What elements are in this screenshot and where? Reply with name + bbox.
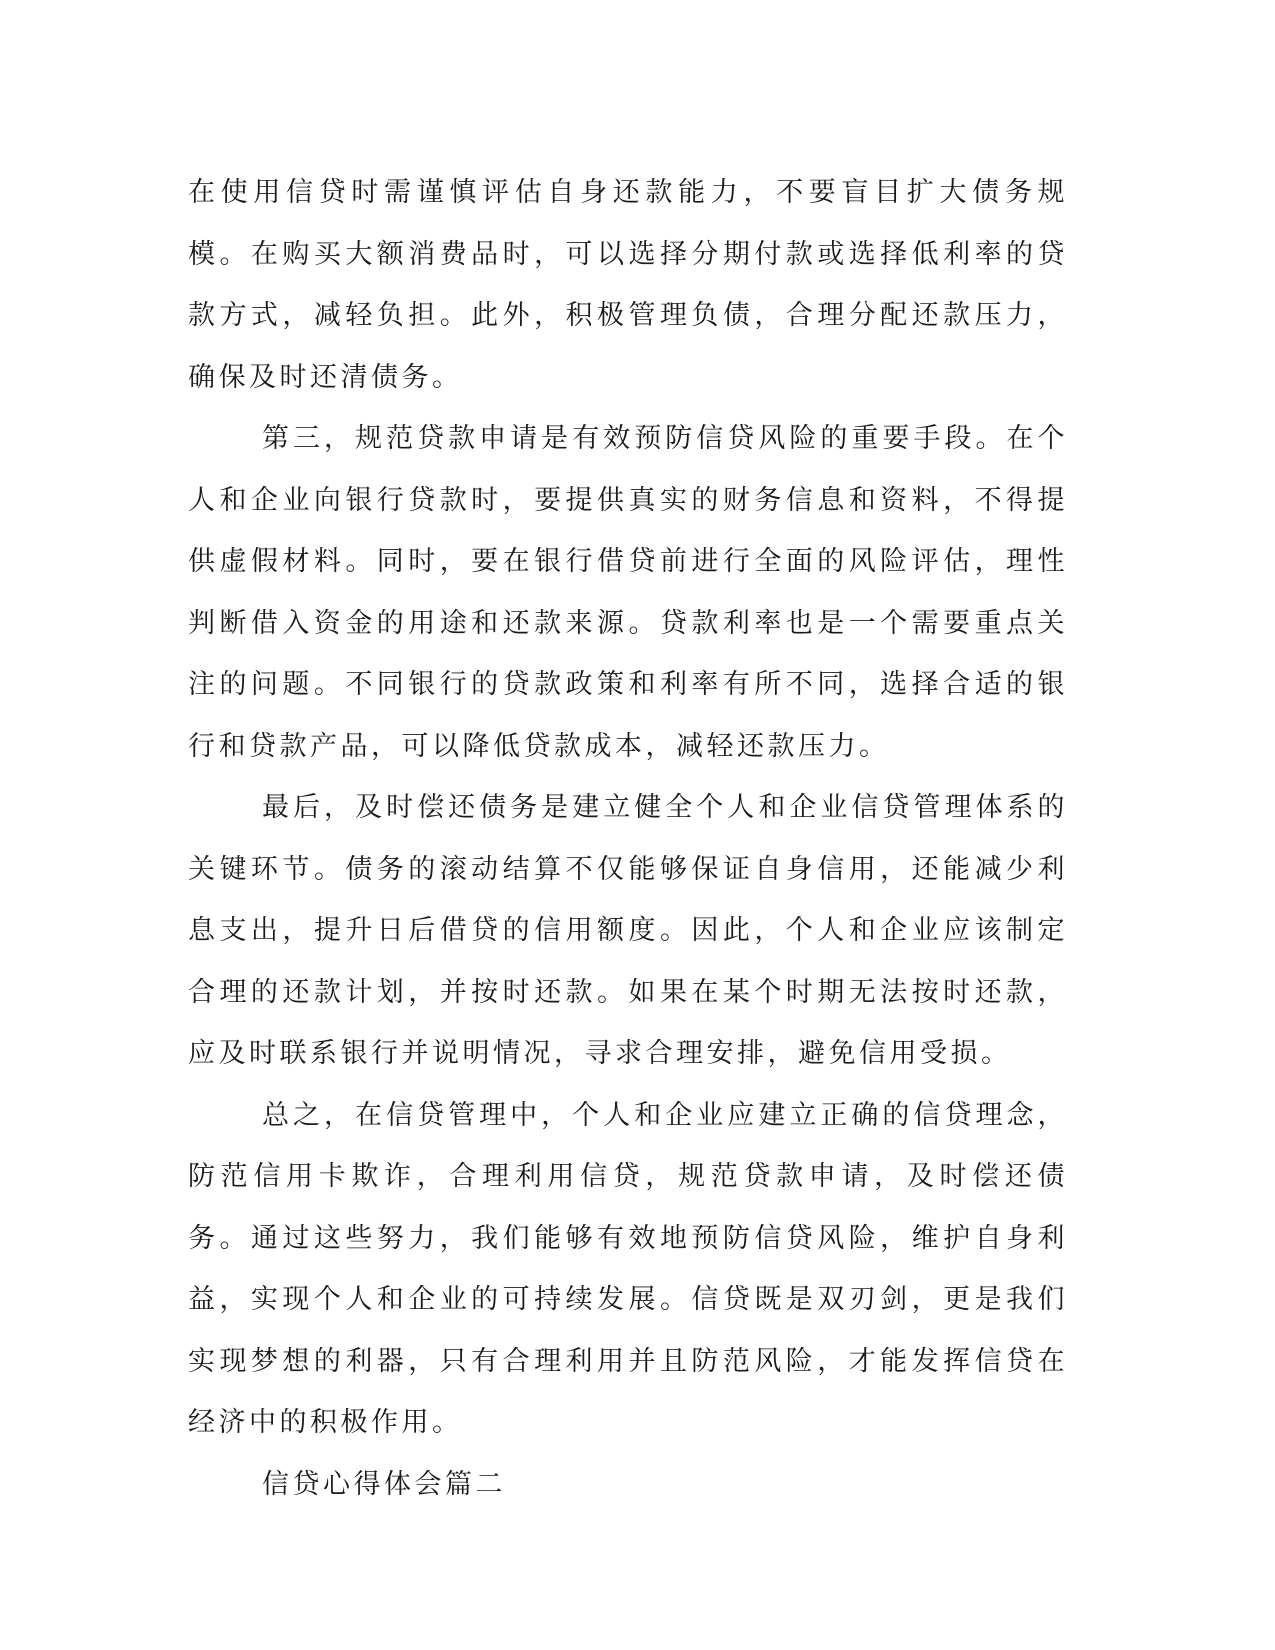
paragraph-1: 在使用信贷时需谨慎评估自身还款能力，不要盲目扩大债务规模。在购买大额消费品时，可以选择分期付款或选择低利率的贷款方式，减轻负担。此外，积极管理负债，合理分配还款压力，确保及时还清债务。 — [188, 177, 1068, 393]
paragraph-2: 第三，规范贷款申请是有效预防信贷风险的重要手段。在个人和企业向银行贷款时，要提供真实的财务信息和资料，不得提供虚假材料。同时，要在银行借贷前进行全面的风险评估，理性判断借入资金的用途和还款来源。贷款利率也是一个需要重点关注的问题。不同银行的贷款政策和利率有所不同，选择合适的银行和贷款产品，可以降低贷款成本，减轻还款压力。 — [188, 423, 1068, 762]
section-heading: 信贷心得体会篇二 — [262, 1468, 506, 1500]
paragraph-3: 最后，及时偿还债务是建立健全个人和企业信贷管理体系的关键环节。债务的滚动结算不仅能够保证自身信用，还能减少利息支出，提升日后借贷的信用额度。因此，个人和企业应该制定合理的还款计划，并按时还款。如果在某个时期无法按时还款，应及时联系银行并说明情况，寻求合理安排，避免信用受损。 — [188, 792, 1068, 1069]
paragraph-4: 总之，在信贷管理中，个人和企业应建立正确的信贷理念，防范信用卡欺诈，合理利用信贷，规范贷款申请，及时偿还债务。通过这些努力，我们能够有效地预防信贷风险，维护自身利益，实现个人和企业的可持续发展。信贷既是双刃剑，更是我们实现梦想的利器，只有合理利用并且防范风险，才能发挥信贷在经济中的积极作用。 — [188, 1099, 1068, 1438]
document-body — [188, 162, 1068, 1515]
